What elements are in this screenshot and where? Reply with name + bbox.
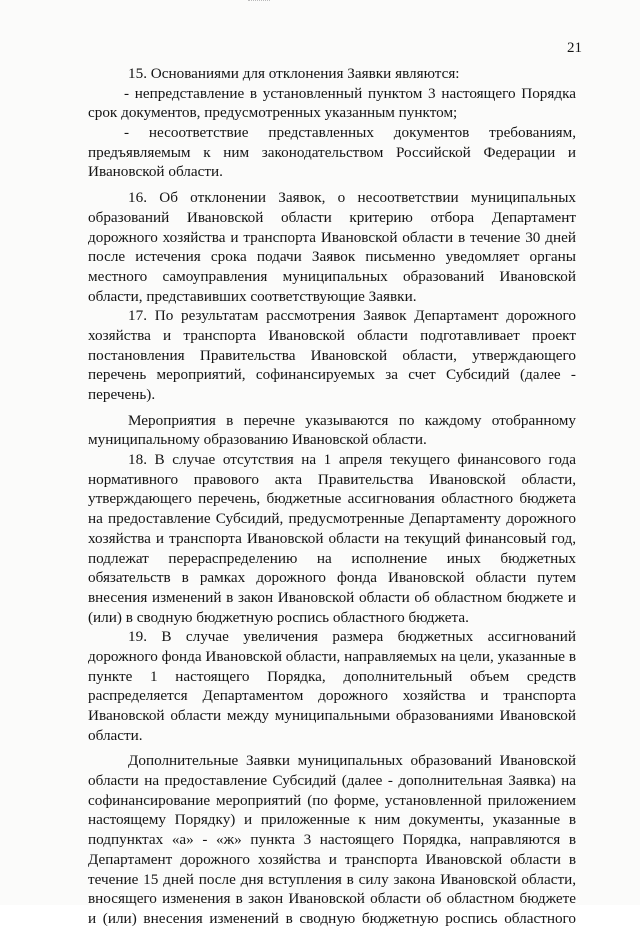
text-line: образований Ивановской области критерию отбора Департамент [88,208,576,226]
text-line: распределяется Департаментом дорожного хозяйства и транспорта [88,687,576,705]
text-line: Ивановской области. [88,163,223,181]
text-line: дорожного фонда Ивановской области, направляемых на цели, указанные в [88,647,576,665]
text-line: местного самоуправления муниципальных образований Ивановской [88,267,576,285]
text-line: - непредставление в установленный пунктом 3 настоящего Порядка [124,84,576,102]
scan-artifact [248,0,270,7]
text-line: срок документов, предусмотренных указанным пунктом; [88,104,458,122]
text-line: после истечения срока подачи Заявок письменно уведомляет органы [88,248,576,266]
text-line: подпунктах «а» - «ж» пункта 3 настоящего Порядка, направляются в [88,831,576,849]
text-line: нормативного правового акта Правительства Ивановской области, [88,470,576,488]
text-line: - несоответствие представленных документов требованиям, [124,124,576,142]
paragraph-additional-start: Дополнительные Заявки муниципальных образований Ивановской [128,752,576,770]
text-line: настоящему Порядку) и приложенные к ним документы, указанные в [88,811,576,829]
text-line: предъявляемым к ним законодательством Российской Федерации и [88,143,576,161]
paragraph-17-start: 17. По результатам рассмотрения Заявок Департамент дорожного [128,307,576,325]
document-body [88,64,576,929]
text-line: пункте 1 настоящего Порядка, дополнительный объем средств [88,667,576,685]
paragraph-19-start: 19. В случае увеличения размера бюджетных ассигнований [128,628,576,646]
paragraph-measures-start: Мероприятия в перечне указываются по каждому отобранному [128,411,576,429]
text-line: на предоставление Субсидий, предусмотренные Департаменту дорожного [88,510,576,528]
text-line: вносящего изменения в закон Ивановской области об областном бюджете [88,890,576,908]
text-line: Ивановской области между муниципальными образованиями Ивановской [88,707,576,724]
text-line: внесения изменений в закон Ивановской области об областном бюджете и [88,588,576,606]
text-line: муниципальному образованию Ивановской области. [88,431,427,449]
paragraph-15-heading: 15. Основаниями для отклонения Заявки являются: [128,65,460,82]
page-number: 21 [567,40,582,56]
text-line: области на предоставление Субсидий (далее - дополнительная Заявка) на [88,772,576,790]
text-line: подлежат перераспределению на исполнение иных бюджетных [88,549,576,567]
text-line: хозяйства и транспорта Ивановской области подготавливает проект [88,326,576,344]
text-line: постановления Правительства Ивановской области, утверждающего [88,346,576,364]
text-line: области, представивших соответствующие Заявки. [88,287,417,305]
text-line: (или) в сводную бюджетную роспись областного бюджета. [88,608,469,626]
text-line: хозяйства и транспорта Ивановской области на текущий финансовый год, [88,529,576,547]
text-line: софинансирование мероприятий (по форме, установленной приложением [88,791,576,809]
text-line: области. [88,726,143,744]
text-line: утверждающего перечень, бюджетные ассигнования областного бюджета [88,490,576,508]
text-line: Департамент дорожного хозяйства и транспорта Ивановской области в [88,850,576,868]
paragraph-16-start: 16. Об отклонении Заявок, о несоответствии муниципальных [128,189,576,207]
text-line: обязательств в рамках дорожного фонда Ивановской области путем [88,569,576,587]
paragraph-18-start: 18. В случае отсутствия на 1 апреля текущего финансового года [128,451,576,469]
text-line: перечень). [88,386,156,403]
text-line: и (или) внесения изменений в сводную бюджетную роспись областного [88,909,576,927]
text-line: перечень мероприятий, софинансируемых за счет Субсидий (далее - [88,366,576,384]
text-line: течение 15 дней после дня вступления в силу закона Ивановской области, [88,870,576,888]
text-line: дорожного хозяйства и транспорта Ивановской области в течение 30 дней [88,228,576,246]
